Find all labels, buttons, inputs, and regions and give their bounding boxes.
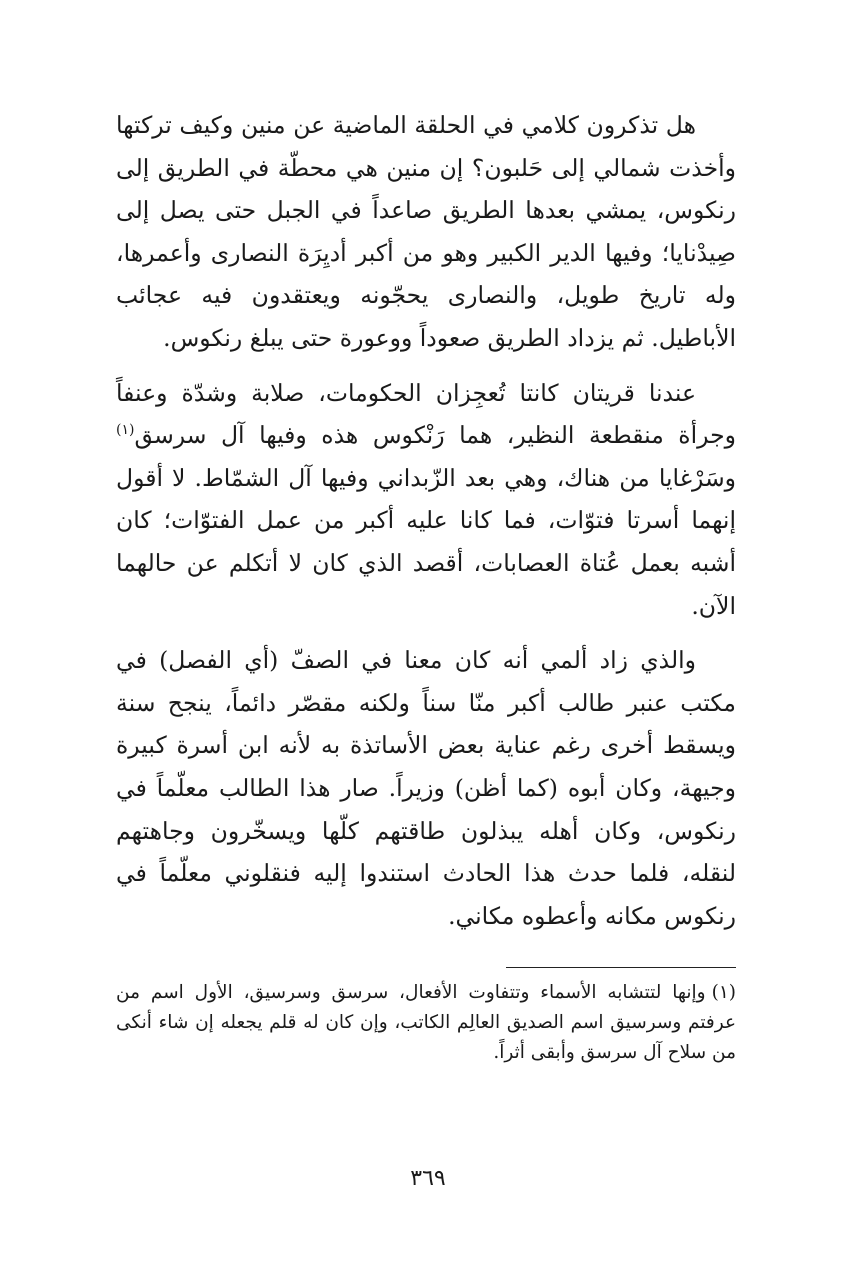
footnote-text: وإنها لتتشابه الأسماء وتتفاوت الأفعال، سرسق وسرسيق، الأول اسم من عرفتم وسرسيق اسم الصديق العالِم الكاتب، وإن كان له قلم يجعله إن شاء أنكى من سلاح آل سرسق وأبقى أثراً.: [116, 982, 736, 1064]
footnote-reference: (١): [116, 422, 135, 439]
footnote-number: (١): [711, 982, 736, 1004]
page-body: [116, 104, 736, 1068]
paragraph-3: والذي زاد ألمي أنه كان معنا في الصفّ (أي الفصل) في مكتب عنبر طالب أكبر منّا سناً ولكنه مقصّر دائماً، ينجح سنة ويسقط أخرى رغم عناية بعض الأساتذة به لأنه ابن أسرة كبيرة وجيهة، وكان أبوه (كما أظن) وزيراً. صار هذا الطالب معلّماً في رنكوس، وكان أهله يبذلون طاقتهم كلّها ويسخّرون وجاهتهم لنقله، فلما حدث هذا الحادث استندوا إليه فنقلوني معلّماً في رنكوس مكانه وأعطوه مكاني.: [116, 646, 736, 930]
footnote: [116, 978, 736, 1068]
paragraph-1: هل تذكرون كلامي في الحلقة الماضية عن منين وكيف تركتها وأخذت شمالي إلى حَلبون؟ إن منين هي محطّة في الطريق إلى رنكوس، يمشي بعدها الطريق صاعداً في الجبل حتى يصل إلى صِيدْنايا؛ وفيها الدير الكبير وهو من أكبر أديِرَة النصارى وأعمرها، وله تاريخ طويل، والنصارى يحجّونه ويعتقدون فيه عجائب الأباطيل. ثم يزداد الطريق صعوداً ووعورة حتى يبلغ رنكوس.: [116, 111, 736, 352]
paragraph-2: [116, 372, 736, 628]
paragraph-2-text-before: عندنا قريتان كانتا تُعجِزان الحكومات، صلابة وشدّة وعنفاً وجرأة منقطعة النظير، هما رَنْكوس هذه وفيها آل سرسق: [116, 378, 736, 450]
paragraph-2-text-after: وسَرْغايا من هناك، وهي بعد الزّبداني وفيها آل الشمّاط. لا أقول إنهما أسرتا فتوّات، فما كانا عليه أكبر من عمل الفتوّات؛ كان أشبه بعمل عُتاة العصابات، أقصد الذي كان لا أتكلم عن حالهما الآن.: [116, 463, 736, 620]
footnote-divider: [506, 967, 736, 968]
page-number: ٣٦٩: [410, 1166, 446, 1191]
